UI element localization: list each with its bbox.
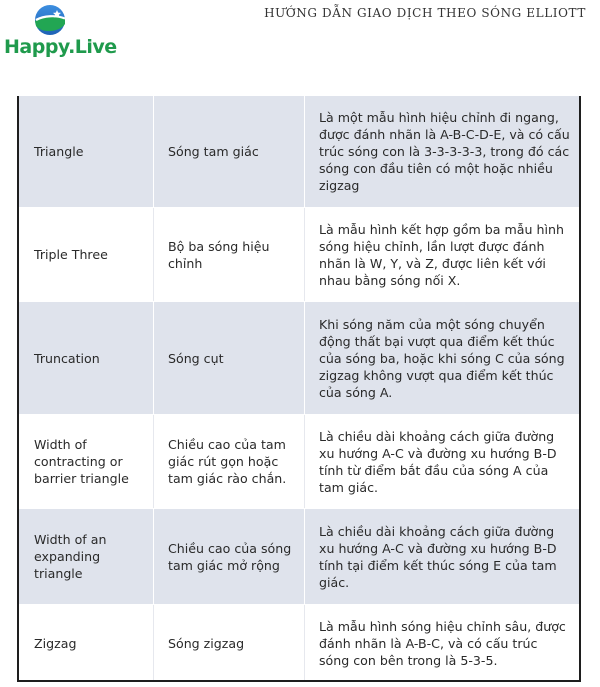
definition-cell: Là mẫu hình kết hợp gồm ba mẫu hình sóng hiệu chỉnh, lần lượt được đánh nhãn là W, Y, và Z, được liên kết với nhau bằng sóng nối X. <box>319 221 564 288</box>
definition-cell: Là mẫu hình sóng hiệu chỉnh sâu, được đánh nhãn là A-B-C, và có cấu trúc sóng con bên trong là 5-3-5. <box>319 619 566 668</box>
table-row <box>19 605 579 682</box>
translation-cell: Sóng tam giác <box>154 96 305 207</box>
term-cell: Truncation <box>19 302 154 414</box>
term-cell: Width of an expanding triangle <box>19 509 154 604</box>
translation-cell: Chiều cao của tam giác rút gọn hoặc tam giác rào chắn. <box>154 415 305 508</box>
table-row <box>19 415 579 509</box>
table-row <box>19 302 579 415</box>
definition-cell: Là chiều dài khoảng cách giữa đường xu hướng A-C và đường xu hướng B-D tính tại điểm kết thúc sóng E của tam giác. <box>319 523 557 590</box>
brand-logo[interactable] <box>4 2 117 64</box>
translation-cell: Bộ ba sóng hiệu chỉnh <box>154 208 305 301</box>
translation-cell: Chiều cao của sóng tam giác mở rộng <box>154 509 305 604</box>
definition-cell: Khi sóng năm của một sóng chuyển động thất bại vượt qua điểm kết thúc của sóng ba, hoặc khi sóng C của sóng zigzag không vượt qua điểm kết thúc của sóng A. <box>319 316 565 400</box>
table-row <box>19 509 579 605</box>
term-cell: Triple Three <box>19 208 154 301</box>
term-cell: Triangle <box>19 96 154 207</box>
table-row <box>19 208 579 302</box>
translation-cell: Sóng cụt <box>154 302 305 414</box>
definition-cell: Là chiều dài khoảng cách giữa đường xu hướng A-C và đường xu hướng B-D tính từ điểm bắt đầu của sóng A của tam giác. <box>319 428 557 495</box>
table-row <box>19 96 579 208</box>
term-cell: Zigzag <box>19 605 154 682</box>
definition-cell: Là một mẫu hình hiệu chỉnh đi ngang, được đánh nhãn là A-B-C-D-E, và có cấu trúc sóng con là 3-3-3-3-3, trong đó các sóng con đầu tiên có một hoặc nhiều zigzag <box>319 110 570 193</box>
happy-live-logo-icon <box>30 4 70 36</box>
term-cell: Width of contracting or barrier triangle <box>19 415 154 508</box>
page-header-title: HƯỚNG DẪN GIAO DỊCH THEO SÓNG ELLIOTT <box>264 6 586 20</box>
translation-cell: Sóng zigzag <box>154 605 305 682</box>
brand-name: Happy.Live <box>4 36 117 58</box>
glossary-table <box>17 96 581 682</box>
